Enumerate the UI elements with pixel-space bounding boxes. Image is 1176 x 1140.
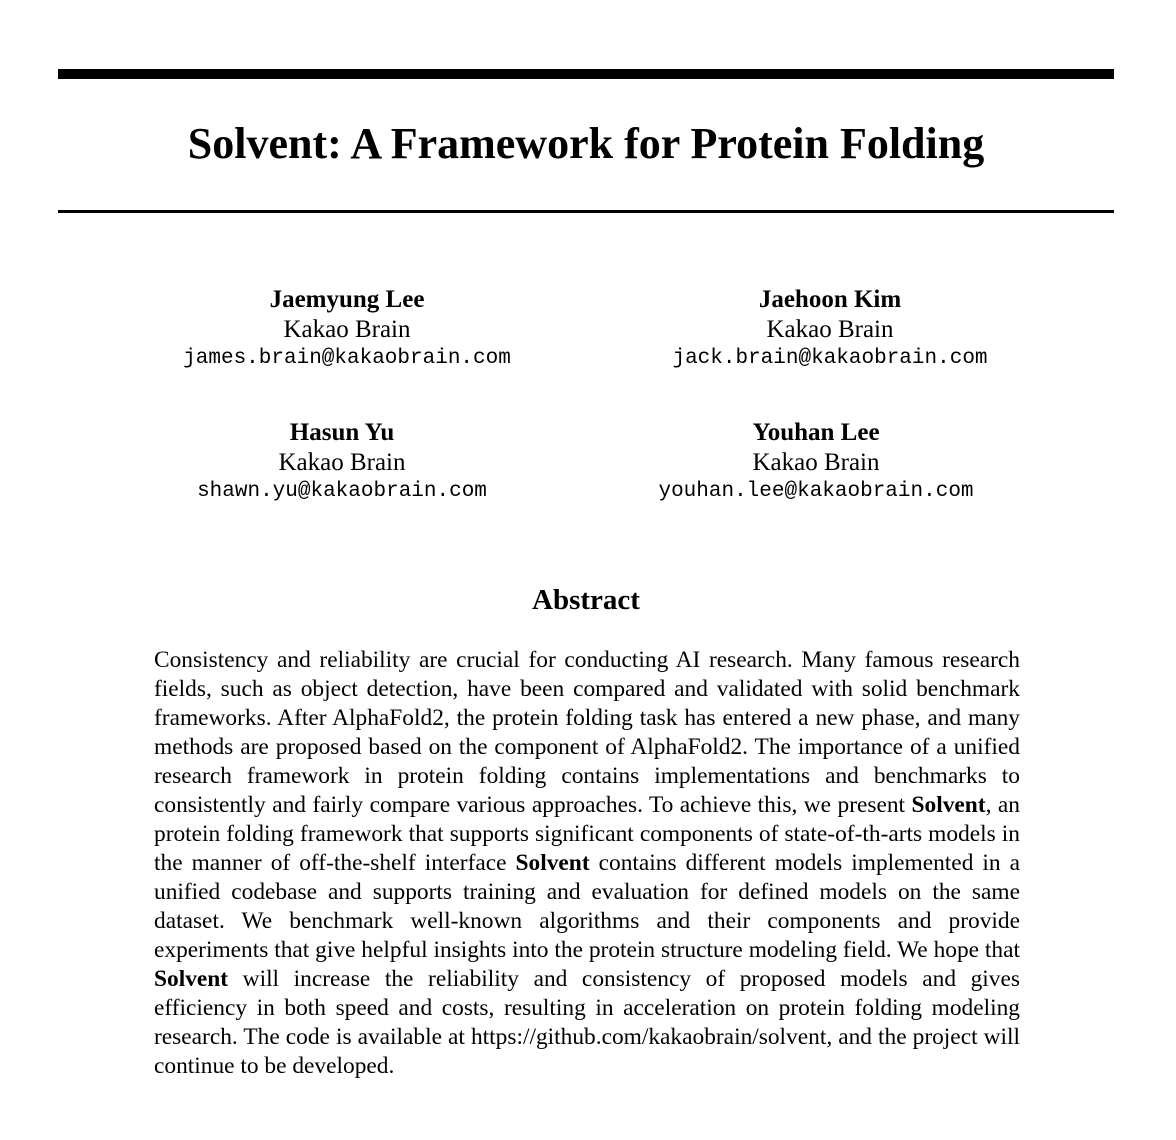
solvent-name: Solvent [515,850,590,876]
author-name: Hasun Yu [289,419,395,446]
paper-title: Solvent: A Framework for Protein Folding [187,119,985,168]
solvent-name: Solvent [154,966,229,992]
author-email: jack.brain@kakaobrain.com [672,347,988,370]
author-email: james.brain@kakaobrain.com [183,347,511,370]
author-block [137,285,557,374]
author-name: Jaemyung Lee [269,286,425,313]
author-affiliation: Kakao Brain [283,316,411,343]
title-bottom-rule [58,210,1114,213]
author-block [606,418,1026,507]
abstract-text: contains different models implemented in a unified codebase and supports training and evaluation for defined models on the same dataset. We benchmark well-known algorithms and their components and provide experiments that give helpful insights into the protein structure modeling field. We hope that [154,850,1020,963]
author-affiliation: Kakao Brain [766,316,894,343]
solvent-name: Solvent [911,792,986,818]
author-email: youhan.lee@kakaobrain.com [658,480,974,503]
author-block [620,285,1040,374]
author-name: Youhan Lee [752,419,880,446]
author-affiliation: Kakao Brain [752,449,880,476]
author-block [132,418,552,507]
abstract-text: Consistency and reliability are crucial for conducting AI research. Many famous research fields, such as object detection, have been compared and validated with solid benchmark frameworks. After AlphaFold2, the protein folding task has entered a new phase, and many methods are proposed based on the component of AlphaFold2. The importance of a unified research framework in protein folding contains implementations and benchmarks to consistently and fairly compare various approaches. To achieve this, we present [154,647,1020,818]
abstract-heading: Abstract [532,584,640,616]
abstract-text: , an protein folding framework that supports significant components of state-of-th-arts models in the manner of off-the-shelf interface [154,792,1020,876]
author-name: Jaehoon Kim [758,286,902,313]
abstract-body [154,646,1020,1081]
abstract-text: will increase the reliability and consistency of proposed models and gives efficiency in both speed and costs, resulting in acceleration on protein folding modeling research. The code is available at https://github.com/kakaobrain/solvent, and the project will continue to be developed. [154,966,1020,1079]
author-email: shawn.yu@kakaobrain.com [197,480,487,503]
title-top-rule [58,69,1114,79]
author-affiliation: Kakao Brain [278,449,406,476]
